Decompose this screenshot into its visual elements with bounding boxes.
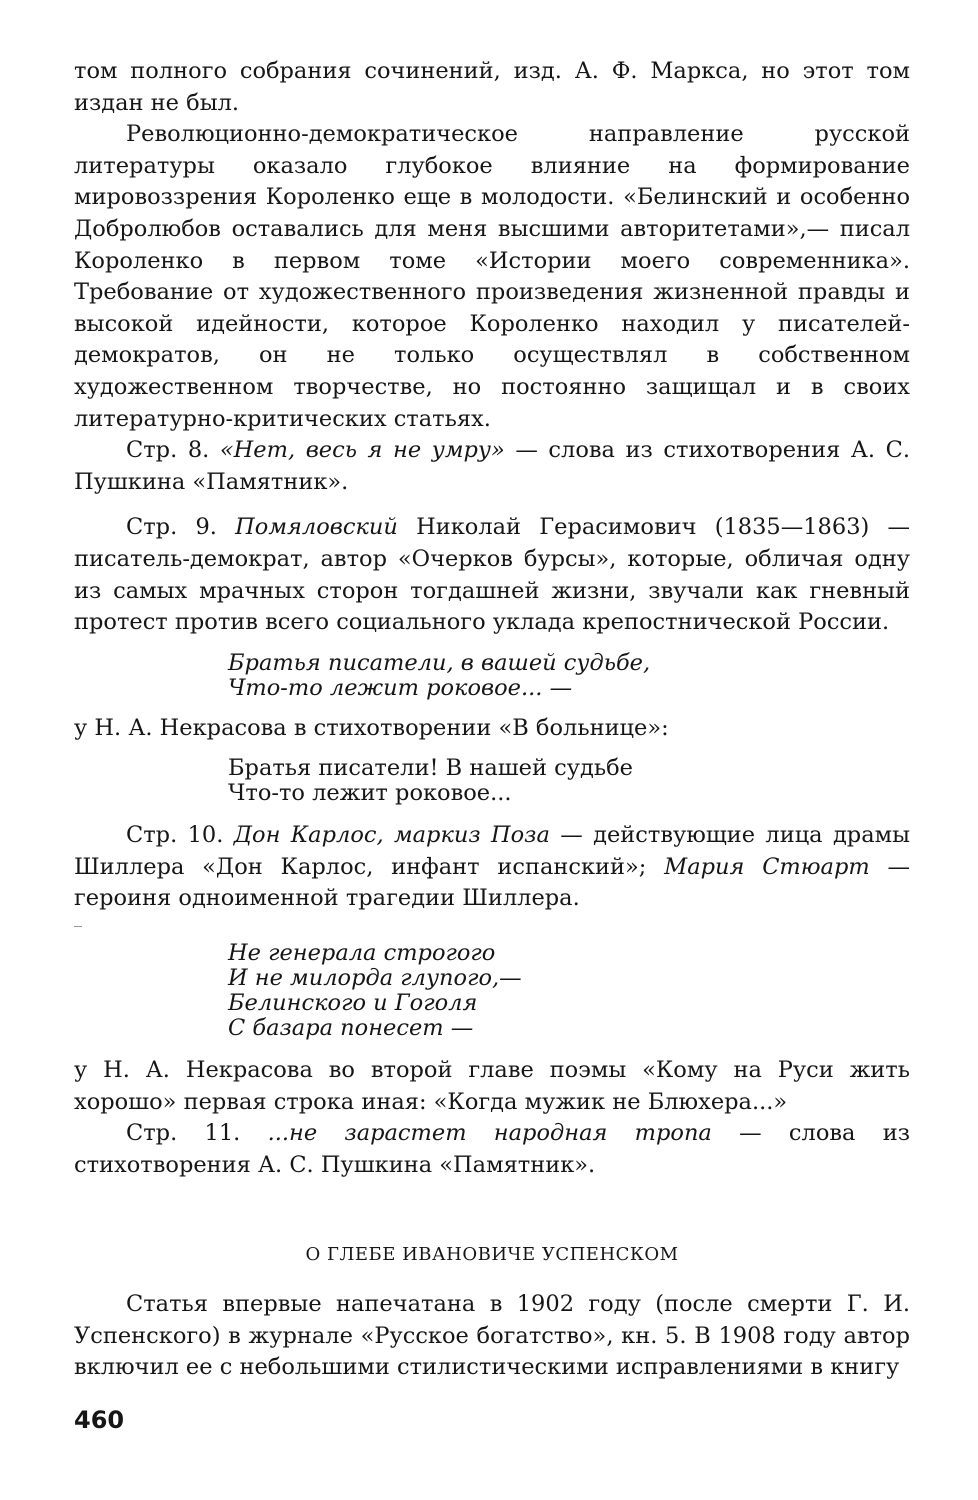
verse-quote-2 [228,756,910,806]
verse-quote-1 [228,651,910,701]
note-ref: Стр. 11. [126,1120,241,1147]
note-page-8 [74,435,910,498]
note-page-10 [74,820,910,915]
verse-line: Что-то лежит роковое... — [228,674,573,701]
verse-line: Что-то лежит роковое... [228,780,512,807]
verse-line: Белинского и Гоголя [228,990,478,1017]
note-text: — слова из стихотворения А. С. Пушкина «Памятник». [74,437,911,495]
verse-line: Братья писатели! В нашей судьбе [228,755,633,782]
paragraph-nekrasov-hospital: у Н. А. Некрасова в стихотворении «В больнице»: [74,714,669,741]
verse-line: И не милорда глупого,— [228,965,522,992]
note-text: Николай Герасимович (1835—1863) — писатель-демократ, автор «Очерков бурсы», которые, обличая одну из самых мрачных сторон тогдашней жизни, звучали как гневный протест против всего социального уклада крепостнической России. [74,514,911,636]
page-text [74,56,910,1384]
verse-line: С базара понесет — [228,1015,474,1042]
verse-quote-3 [228,941,910,1041]
paragraph-nekrasov-poem: у Н. А. Некрасова во второй главе поэмы «Кому на Руси жить хорошо» первая строка иная: «Когда мужик не Блюхера...» [74,1057,910,1115]
note-ref: Стр. 10. [126,822,224,849]
stray-mark [74,926,82,927]
note-text: — слова из стихотворения А. С. Пушкина «Памятник». [74,1120,910,1178]
note-names: Мария Стюарт [664,853,870,880]
note-quote: «Нет, весь я не умру» [219,437,505,464]
paragraph-continuation: том полного собрания сочинений, изд. А. Ф. Маркса, но этот том издан не был. [74,58,910,116]
note-ref: Стр. 8. [126,437,210,464]
note-name: Помяловский [235,514,398,541]
verse-line: Братья писатели, в вашей судьбе, [228,649,651,676]
section-heading: О ГЛЕБЕ ИВАНОВИЧЕ УСПЕНСКОМ [305,1244,679,1266]
paragraph-article-history: Статья впервые напечатана в 1902 году (после смерти Г. И. Успенского) в журнале «Русское богатство», кн. 5. В 1908 году автор включил ее с небольшими стилистическими исправлениями в книгу [74,1291,910,1381]
note-names: Дон Карлос, маркиз Поза [233,822,550,849]
note-text: — действующие лица драмы Шиллера «Дон Карлос, инфант испанский»; [74,822,911,880]
note-text: — героиня одноименной трагедии Шиллера. [74,853,910,912]
note-quote: ...не зарастет народная тропа [267,1120,712,1147]
verse-line: Не генерала строгого [228,940,496,967]
note-page-11 [74,1118,910,1181]
paragraph-revolutionary-democratic: Революционно-демократическое направление русской литературы оказало глубокое влияние на формирование мировоззрения Короленко еще в молодости. «Белинский и особенно Добролюбов оставались для меня высшими авторитетами»,— писал Короленко в первом томе «Истории моего современника». Требование от художественного произведения жизненной правды и высокой идейности, которое Короленко находил у писателей-демократов, он не только осуществлял в собственном художественном творчестве, но постоянно защищал и в своих литературно-критических статьях. [74,121,910,432]
note-ref: Стр. 9. [126,514,217,541]
page-number: 460 [74,1406,125,1434]
note-page-9 [74,512,910,638]
